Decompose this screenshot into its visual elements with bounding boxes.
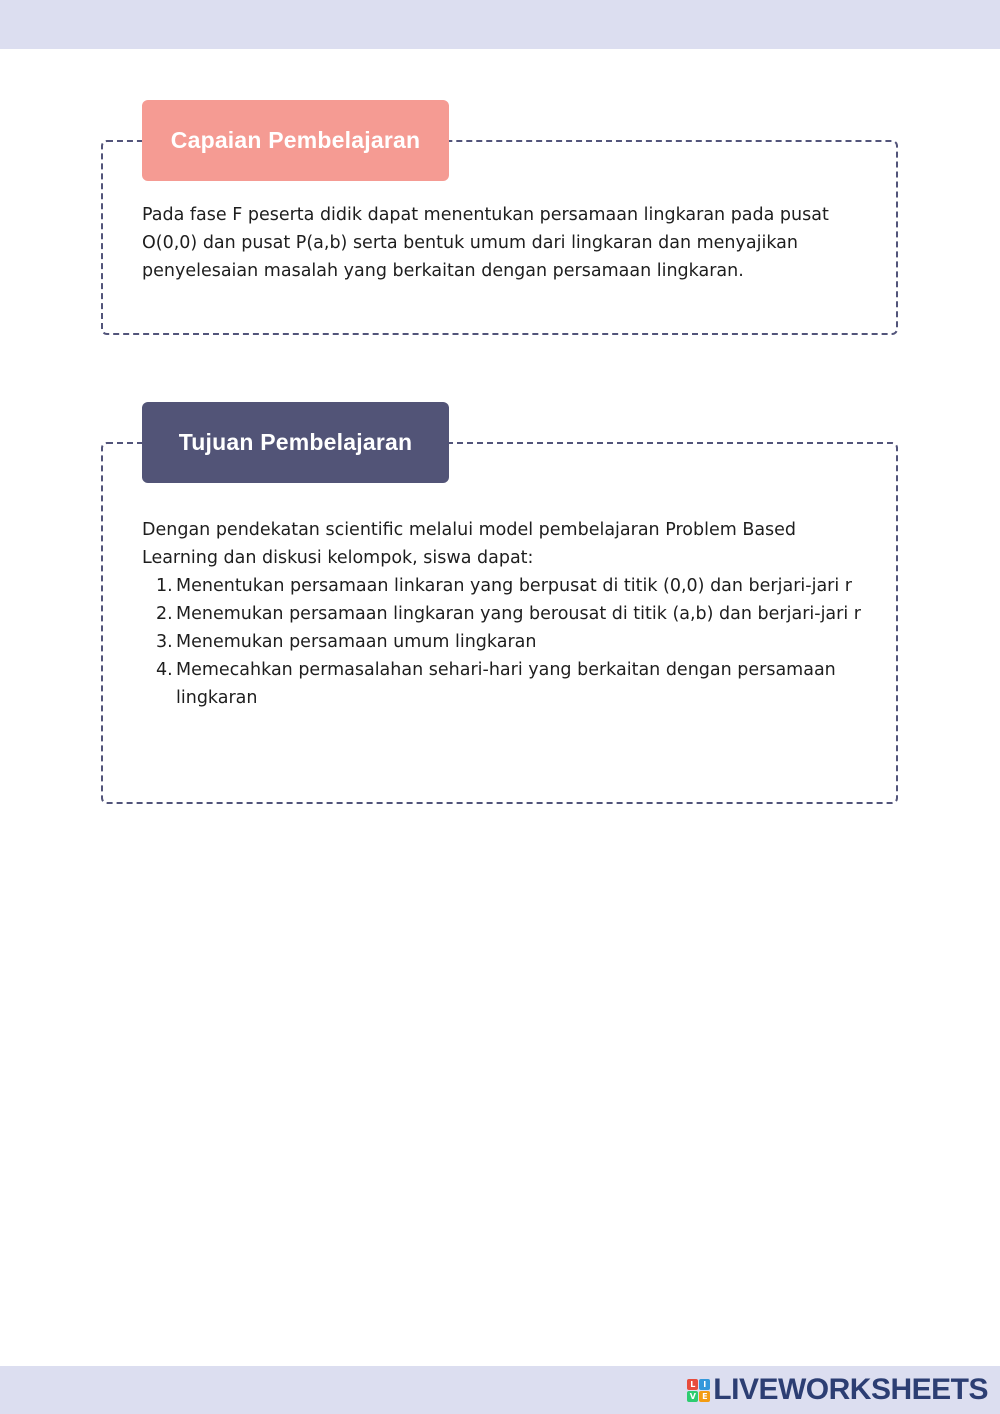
list-item-text: Menemukan persamaan umum lingkaran <box>176 632 537 652</box>
list-item-text: Memecahkan permasalahan sehari-hari yang berkaitan dengan persamaan lingkaran <box>176 660 836 708</box>
tujuan-intro-text: Dengan pendekatan scientific melalui model pembelajaran Problem Based Learning dan diskusi kelompok, siswa dapat: <box>142 520 797 568</box>
top-band <box>0 0 1000 49</box>
tujuan-section-title: Tujuan Pembelajaran <box>142 402 449 483</box>
logo-tile-l: L <box>687 1379 698 1390</box>
logo-tile-i: I <box>699 1379 710 1390</box>
list-item <box>142 656 872 712</box>
goal-list <box>142 572 872 712</box>
list-item-text: Menemukan persamaan lingkaran yang berousat di titik (a,b) dan berjari-jari r <box>176 604 861 624</box>
list-item <box>142 628 872 656</box>
logo-tile-v: V <box>687 1391 698 1402</box>
logo-tile-e: E <box>699 1391 710 1402</box>
list-item-number: 3. <box>156 632 173 652</box>
list-item-text: Menentukan persamaan linkaran yang berpusat di titik (0,0) dan berjari-jari r <box>176 576 852 596</box>
capaian-section-title: Capaian Pembelajaran <box>142 100 449 181</box>
list-item-number: 2. <box>156 604 173 624</box>
capaian-text: Pada fase F peserta didik dapat menentukan persamaan lingkaran pada pusat O(0,0) dan pusat P(a,b) serta bentuk umum dari lingkaran dan menyajikan penyelesaian masalah yang berkaitan dengan persamaan lingkaran. <box>142 205 829 281</box>
list-item <box>142 600 872 628</box>
liveworksheets-logo[interactable] <box>687 1374 988 1406</box>
list-item-number: 4. <box>156 660 173 680</box>
list-item-number: 1. <box>156 576 173 596</box>
liveworksheets-logo-icon <box>687 1379 710 1402</box>
list-item <box>142 572 872 600</box>
liveworksheets-brand-text: LIVEWORKSHEETS <box>713 1373 988 1406</box>
